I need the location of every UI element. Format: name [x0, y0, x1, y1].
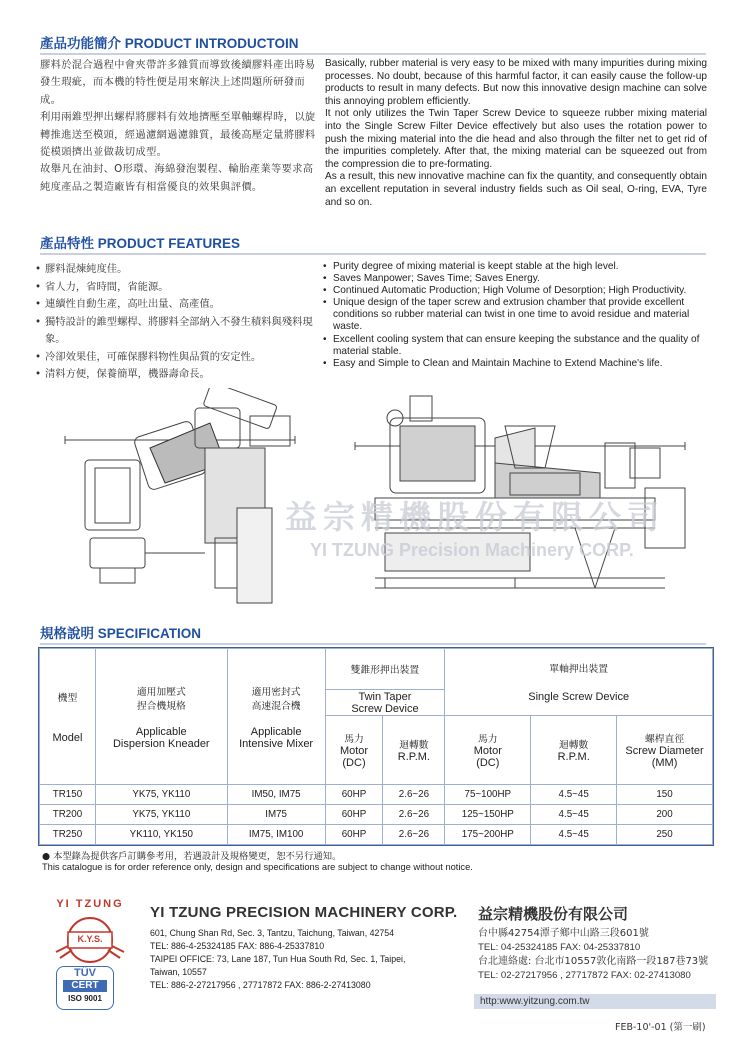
header-twin-en-2: Screw Device [351, 702, 419, 715]
table-row [40, 805, 713, 825]
spec-table [39, 648, 713, 845]
company-name-en: YI TZUNG PRECISION MACHINERY CORP. [150, 904, 458, 921]
spec-title-zh: 規格說明 [40, 626, 94, 642]
header-twin-motor [325, 716, 383, 785]
header-twin-en-1: Twin Taper [358, 690, 412, 703]
spec-title-en: SPECIFICATION [97, 626, 202, 641]
header-motor-en-2: (DC) [476, 757, 500, 769]
header-motor-en-2: (DC) [342, 757, 366, 769]
header-twin-rpm [383, 716, 445, 785]
address-en [150, 927, 470, 992]
header-rpm-zh: 迴轉數 [399, 740, 429, 751]
website-link[interactable]: http:www.yitzung.com.tw [474, 994, 716, 1009]
intro-title [40, 32, 299, 52]
cell-model: TR250 [40, 825, 96, 845]
header-motor-en-1: Motor [339, 745, 369, 757]
header-model-en: Model [52, 731, 83, 744]
feature-en-item: • Saves Manpower; Saves Time; Saves Energy. [323, 273, 707, 285]
feature-en-item: • Purity degree of mixing material is keept stable at the high level. [323, 261, 707, 273]
cell-kneader: YK75, YK110 [95, 785, 227, 805]
cell-model: TR200 [40, 805, 96, 825]
address-zh-line: 台北連絡處: 台北市10557敦化南路一段187巷73號 [478, 956, 709, 967]
header-mixer [227, 649, 325, 785]
intro-title-en: PRODUCT INTRODUCTOIN [124, 36, 299, 51]
cell-mixer: IM75, IM100 [227, 825, 325, 845]
header-motor-en-1: Motor [473, 745, 502, 757]
feature-en-item: • Unique design of the taper screw and extrusion chamber that provide excellent conditions so rubber material can twist in one time to avoid residue and material waste. [323, 297, 707, 333]
intro-en-paragraph: As a result, this new innovative machine can fix the quantity, and consequently obtain an excellent reputation in several industry fields such as Oil seal, O-ring, EVA, Tyre and so on. [325, 171, 707, 208]
cell-screw-diameter: 250 [617, 825, 713, 845]
logo-text: YI TZUNG [56, 898, 124, 910]
tuv-cert-badge [56, 966, 114, 1010]
intro-zh-paragraph: 故舉凡在油封、O形環、海綿發泡製程、輪胎產業等要求高純度產品之製造廠皆有相當優良的效果與評價。 [40, 163, 314, 193]
machine-drawing-area [55, 388, 695, 610]
header-mixer-en-2: Intensive Mixer [239, 737, 314, 750]
logo-abbr: K.Y.S. [77, 934, 103, 944]
header-twin-zh: 雙錐形押出裝置 [325, 649, 445, 690]
feature-zh-item: • 獨特設計的錐型螺桿、將膠料全部納入不發生積料與殘料現象。 [35, 314, 325, 349]
address-zh-line: 台中縣42754潭子鄉中山路三段601號 [478, 928, 649, 939]
header-motor-zh: 馬力 [344, 734, 364, 745]
features-divider [40, 253, 706, 255]
tuv-text: TÜV [74, 967, 96, 979]
address-en-line: TEL: 886-2-27217956 , 27717872 FAX: 886-2-27413080 [150, 980, 371, 990]
cell-model: TR150 [40, 785, 96, 805]
cell-mixer: IM75 [227, 805, 325, 825]
address-en-line: 601, Chung Shan Rd, Sec. 3, Tantzu, Taichung, Taiwan, 42754 [150, 928, 395, 938]
intro-zh-paragraph: 膠料於混合過程中會夾帶許多雜質而導致後續膠料產出時易發生瑕疵，而本機的特性便是用來解決上述問題所研發而成。 [40, 59, 316, 106]
feature-zh-item: • 膠料混煉純度佳。 [35, 261, 325, 279]
cell-single-motor: 175~200HP [445, 825, 531, 845]
cell-kneader: YK110, YK150 [95, 825, 227, 845]
cell-mixer: IM50, IM75 [227, 785, 325, 805]
spec-note-zh: ● 本型錄為提供客戶訂購參考用，若遇設計及規格變更，恕不另行通知。 [42, 851, 342, 862]
spec-table-box [38, 647, 714, 846]
header-mixer-en-1: Applicable [250, 725, 302, 738]
table-row [40, 825, 713, 845]
header-single-zh: 單軸押出裝置 [549, 664, 609, 675]
address-en-line: TAIPEI OFFICE: 73, Lane 187, Tun Hua South Rd, Sec. 1, Taipei, [150, 954, 406, 964]
header-kneader-en-1: Applicable [135, 725, 187, 738]
cell-single-motor: 75~100HP [445, 785, 531, 805]
intro-divider [40, 53, 706, 55]
header-model [40, 649, 96, 785]
header-dia-en-1: Screw Diameter [625, 745, 704, 757]
spec-divider [40, 643, 706, 645]
intro-zh-paragraph: 利用兩錐型押出螺桿將膠料有效地擠壓至單軸螺桿時，以旋轉推進送至模頭，經過濾網過濾雜質，最後高壓定量將膠料從模頭擠出並做裁切成型。 [40, 111, 316, 159]
watermark-zh: 益宗精機股份有限公司 [285, 498, 666, 536]
cell-twin-motor: 60HP [325, 785, 383, 805]
features-title [40, 232, 240, 252]
header-screw-diameter [617, 716, 713, 785]
company-logo-block [40, 896, 140, 1014]
intro-zh-text [40, 57, 316, 196]
features-title-en: PRODUCT FEATURES [97, 236, 241, 251]
address-en-line: TEL: 886-4-25324185 FAX: 886-4-25337810 [150, 941, 325, 951]
header-kneader-en-2: Dispersion Kneader [112, 737, 210, 750]
cell-screw-diameter: 150 [617, 785, 713, 805]
address-zh-line: TEL: 02-27217956 , 27717872 FAX: 02-27413080 [478, 970, 691, 981]
watermark-en: YI TZUNG Precision Machinery CORP. [310, 540, 634, 560]
features-zh-list [35, 261, 325, 384]
header-dia-zh: 螺桿直徑 [644, 734, 685, 745]
header-model-zh: 機型 [57, 692, 78, 704]
cell-single-rpm: 4.5~45 [531, 825, 617, 845]
cell-twin-rpm: 2.6~26 [383, 825, 445, 845]
header-kneader-zh-2: 捏合機規格 [136, 700, 186, 712]
intro-en-paragraph: It not only utilizes the Twin Taper Screw Device to squeeze rubber mixing material into the Single Screw Filter Device effectively but also uses the rotation power to push the mixing material into the die head and also through the filter net to get rid of the impurities completely. After that, the mixing material can be squeezed out from the compression die to pre-formating. [325, 108, 707, 170]
feature-en-item: • Excellent cooling system that can ensure keeping the substance and the quality of material stable. [323, 334, 707, 358]
spec-note [42, 848, 702, 872]
cell-single-rpm: 4.5~45 [531, 785, 617, 805]
cell-twin-motor: 60HP [325, 825, 383, 845]
header-single [445, 649, 713, 716]
feature-zh-item: • 清料方便，保養簡單，機器壽命長。 [35, 366, 325, 384]
feature-zh-item: • 省人力，省時間，省能源。 [35, 279, 325, 297]
spec-title [40, 622, 201, 642]
header-single-motor [445, 716, 531, 785]
header-twin-en [325, 690, 445, 716]
intro-en-paragraph: Basically, rubber material is very easy to be mixed with many impurities during mixing processes. No doubt, because of this harmful factor, it can easily cause the follow-up products to result in many defects. But now this innovative design machine can solve this annoying problem efficiently. [325, 58, 707, 107]
cell-single-rpm: 4.5~45 [531, 805, 617, 825]
address-en-line: Taiwan, 10557 [150, 967, 207, 977]
cell-twin-rpm: 2.6~26 [383, 785, 445, 805]
cert-text: CERT [63, 980, 107, 992]
features-title-zh: 產品特性 [40, 236, 94, 252]
feature-zh-item: • 冷卻效果佳，可確保膠料物性與品質的安定性。 [35, 349, 325, 367]
header-single-en: Single Screw Device [528, 691, 630, 703]
cell-single-motor: 125~150HP [445, 805, 531, 825]
header-rpm-zh: 迴轉數 [558, 740, 589, 751]
cell-twin-rpm: 2.6~26 [383, 805, 445, 825]
header-kneader [95, 649, 227, 785]
header-kneader-zh-1: 適用加壓式 [136, 686, 186, 698]
features-en-list [323, 261, 707, 370]
feature-en-item: • Easy and Simple to Clean and Maintain Machine to Extend Machine's life. [323, 358, 707, 370]
header-mixer-zh-2: 高速混合機 [251, 700, 301, 712]
intro-title-zh: 產品功能簡介 [40, 36, 121, 52]
address-zh-line: TEL: 04-25324185 FAX: 04-25337810 [478, 942, 641, 953]
header-dia-en-2: (MM) [651, 757, 678, 769]
header-motor-zh: 馬力 [478, 734, 498, 745]
spec-note-en: This catalogue is for order reference only, design and specifications are subject to change without notice. [42, 862, 473, 872]
table-row [40, 785, 713, 805]
feature-zh-item: • 連續性自動生產，高吐出量、高產值。 [35, 296, 325, 314]
intro-en-text [325, 58, 707, 209]
header-mixer-zh-1: 適用密封式 [251, 686, 301, 698]
header-single-rpm [531, 716, 617, 785]
spec-note-zh-text: 本型錄為提供客戶訂購參考用，若遇設計及規格變更，恕不另行通知。 [53, 851, 342, 862]
iso-text: ISO 9001 [68, 994, 102, 1003]
cell-twin-motor: 60HP [325, 805, 383, 825]
catalogue-code: FEB-10'-01 (第一刷) [615, 1022, 706, 1033]
address-zh [478, 927, 718, 983]
header-rpm-en: R.P.M. [557, 751, 590, 763]
cell-kneader: YK75, YK110 [95, 805, 227, 825]
feature-en-item: • Continued Automatic Production; High Volume of Desorption; High Productivity. [323, 285, 707, 297]
company-name-zh: 益宗精機股份有限公司 [478, 905, 629, 923]
cell-screw-diameter: 200 [617, 805, 713, 825]
header-rpm-en: R.P.M. [397, 751, 430, 763]
